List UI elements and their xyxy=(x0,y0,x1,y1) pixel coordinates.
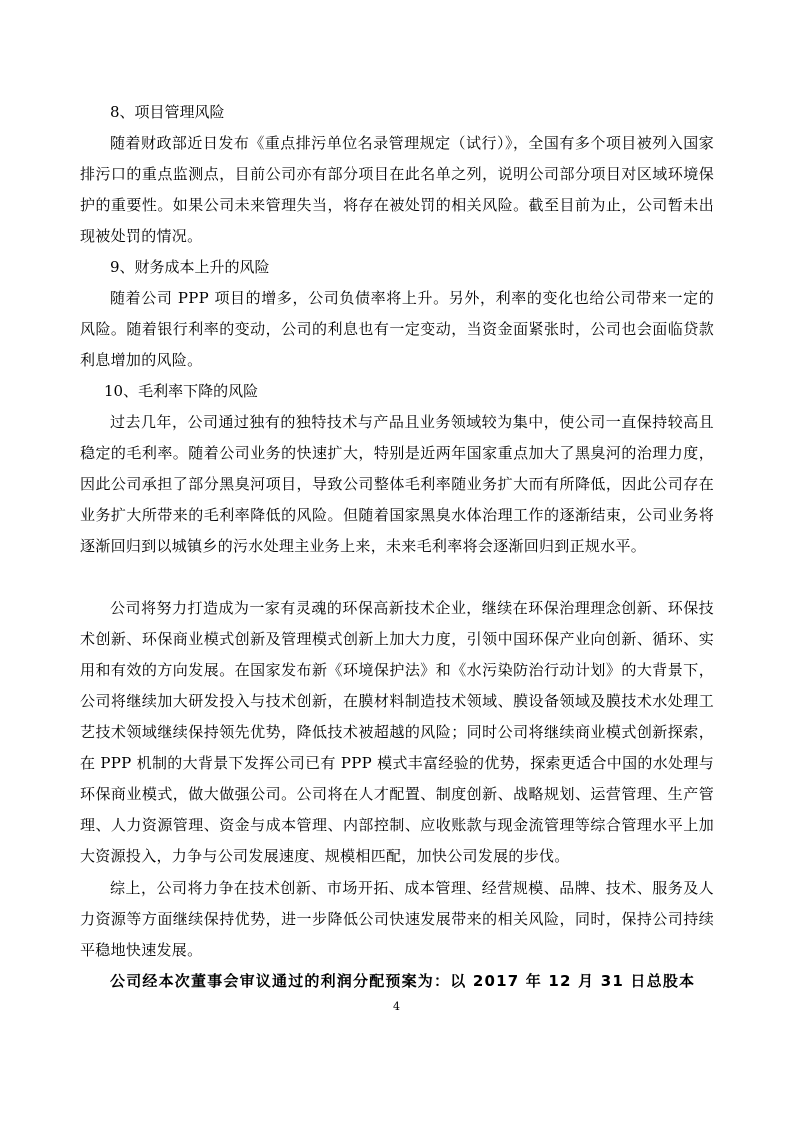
section-body-finance-cost-risk: 随着公司 PPP 项目的增多，公司负债率将上升。另外，利率的变化也给公司带来一定的风险。随着银行利率的变动，公司的利息也有一定变动，当资金面紧张时，公司也会面临贷款利息增加的风险。 xyxy=(80,289,714,369)
section-heading-project-management-risk: 8、项目管理风险 xyxy=(110,103,225,121)
section-body-project-management-risk: 随着财政部近日发布《重点排污单位名录管理规定（试行）》，全国有多个项目被列入国家排污口的重点监测点，目前公司亦有部分项目在此名单之列，说明公司部分项目对区域环境保护的重要性。如果公司未来管理失当，将存在被处罚的相关风险。截至目前为止，公司暂未出现被处罚的情况。 xyxy=(80,134,714,245)
dividend-proposal-line: 公司经本次董事会审议通过的利润分配预案为：以 2017 年 12 月 31 日总股本 xyxy=(110,972,696,990)
section-body-gross-margin-risk: 过去几年，公司通过独有的独特技术与产品且业务领域较为集中，使公司一直保持较高且稳定的毛利率。随着公司业务的快速扩大，特别是近两年国家重点加大了黑臭河的治理力度，因此公司承担了部分黑臭河项目，导致公司整体毛利率随业务扩大而有所降低，因此公司存在业务扩大所带来的毛利率降低的风险。但随着国家黑臭水体治理工作的逐渐结束，公司业务将逐渐回归到以城镇乡的污水处理主业务上来，未来毛利率将会逐渐回归到正规水平。 xyxy=(80,413,714,555)
strategy-paragraph-2: 综上，公司将力争在技术创新、市场开拓、成本管理、经营规模、品牌、技术、服务及人力资源等方面继续保持优势，进一步降低公司快速发展带来的相关风险，同时，保持公司持续平稳地快速发展。 xyxy=(80,879,714,959)
section-heading-gross-margin-risk: 10、毛利率下降的风险 xyxy=(104,382,259,400)
strategy-paragraph-1: 公司将努力打造成为一家有灵魂的环保高新技术企业，继续在环保治理理念创新、环保技术创新、环保商业模式创新及管理模式创新上加大力度，引领中国环保产业向创新、循环、实用和有效的方向发展。在国家发布新《环境保护法》和《水污染防治行动计划》的大背景下，公司将继续加大研发投入与技术创新，在膜材料制造技术领域、膜设备领域及膜技术水处理工艺技术领域继续保持领先优势，降低技术被超越的风险；同时公司将继续商业模式创新探索，在 PPP 机制的大背景下发挥公司已有 PPP 模式丰富经验的优势，探索更适合中国的水处理与环保商业模式，做大做强公司。公司将在人才配置、制度创新、战略规划、运营管理、生产管理、人力资源管理、资金与成本管理、内部控制、应收账款与现金流管理等综合管理水平上加大资源投入，力争与公司发展速度、规模相匹配，加快公司发展的步伐。 xyxy=(80,599,714,865)
page-number: 4 xyxy=(393,1000,400,1013)
section-heading-finance-cost-risk: 9、财务成本上升的风险 xyxy=(110,258,270,276)
